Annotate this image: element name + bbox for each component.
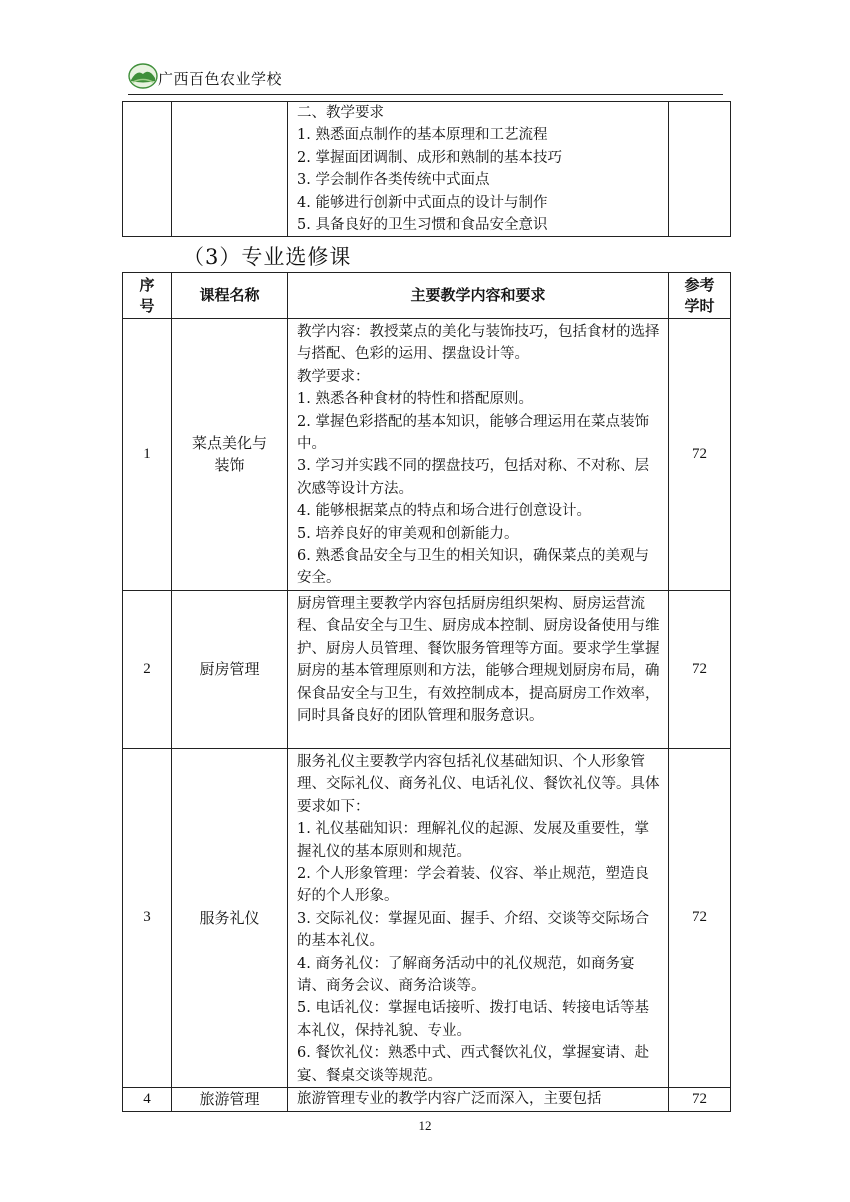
row-hours: 72: [669, 590, 731, 748]
text-line: 6. 餐饮礼仪：熟悉中式、西式餐饮礼仪，掌握宴请、赴宴、餐桌交谈等规范。: [297, 1045, 649, 1084]
row-seq: 4: [123, 1087, 172, 1111]
row-content: [288, 1087, 669, 1111]
row-course-name: 旅游管理: [172, 1087, 288, 1111]
elective-course-table: [122, 272, 731, 1112]
header-hours: 参考学时: [669, 273, 731, 319]
header-content: 主要教学内容和要求: [288, 273, 669, 319]
row-hours: 72: [669, 1087, 731, 1111]
text-line: 教学要求：: [297, 368, 370, 385]
text-line: 4. 商务礼仪：了解商务活动中的礼仪规范，如商务宴请、商务会议、商务洽谈等。: [297, 955, 635, 994]
table-header-row: [123, 273, 731, 319]
page-number: 12: [418, 1118, 432, 1133]
cell-empty-seq: [123, 102, 172, 237]
text-line: 4. 能够进行创新中式面点的设计与制作: [297, 194, 548, 211]
row-content: [288, 590, 669, 748]
text-line: 4. 能够根据菜点的特点和场合进行创意设计。: [297, 503, 591, 520]
text-line: 教学内容：教授菜点的美化与装饰技巧，包括食材的选择与搭配、色彩的运用、摆盘设计等。: [297, 324, 660, 363]
text-line: 1. 熟悉面点制作的基本原理和工艺流程: [297, 127, 548, 144]
school-name: 广西百色农业学校: [158, 70, 283, 88]
cell-empty-hours: [669, 102, 731, 237]
row-seq: 1: [123, 319, 172, 591]
text-line: 3. 学习并实践不同的摆盘技巧，包括对称、不对称、层次感等设计方法。: [297, 458, 649, 497]
text-line: 2. 掌握色彩搭配的基本知识，能够合理运用在菜点装饰中。: [297, 413, 649, 453]
row-content: [288, 319, 669, 591]
row-seq: 3: [123, 748, 172, 1087]
row-content: [288, 748, 669, 1087]
table-row: [123, 748, 731, 1087]
text-line: 6. 熟悉食品安全与卫生的相关知识，确保菜点的美观与安全。: [297, 548, 649, 587]
row-course-name: 厨房管理: [172, 590, 288, 748]
text-line: 1. 礼仪基础知识：理解礼仪的起源、发展及重要性，掌握礼仪的基本原则和规范。: [297, 821, 649, 860]
row-course-name: 菜点美化与装饰: [172, 319, 288, 591]
text-line: 旅游管理专业的教学内容广泛而深入，主要包括: [297, 1090, 602, 1107]
row-hours: 72: [669, 319, 731, 591]
text-line: 5. 电话礼仪：掌握电话接听、拨打电话、转接电话等基本礼仪，保持礼貌、专业。: [297, 1000, 649, 1039]
table-row: [123, 1087, 731, 1111]
row-seq: 2: [123, 590, 172, 748]
requirements-content: [288, 102, 669, 237]
text-line: 5. 培养良好的审美观和创新能力。: [297, 525, 519, 542]
text-line: 厨房管理主要教学内容包括厨房组织架构、厨房运营流程、食品安全与卫生、厨房成本控制、厨房设备使用与维护、厨房人员管理、餐饮服务管理等方面。要求学生掌握厨房的基本管理原则和方法，能够合理规划厨房布局，确保食品安全与卫生，有效控制成本，提高厨房工作效率，同时具备良好的团队管理和服务意识。: [297, 595, 660, 724]
text-line: 2. 掌握面团调制、成形和熟制的基本技巧: [297, 149, 562, 166]
row-hours: 72: [669, 748, 731, 1087]
school-logo-icon: [128, 62, 158, 90]
text-line: 3. 学会制作各类传统中式面点: [297, 172, 490, 189]
page-header: [128, 60, 723, 95]
text-line: 1. 熟悉各种食材的特性和搭配原则。: [297, 391, 533, 408]
header-course-name: 课程名称: [172, 273, 288, 319]
table-row: [123, 319, 731, 591]
text-line: 二、教学要求: [297, 105, 384, 121]
row-course-name: 服务礼仪: [172, 748, 288, 1087]
section-title: （3）专业选修课: [183, 245, 352, 269]
header-seq: 序号: [123, 273, 172, 319]
requirements-table-continued: [122, 101, 731, 237]
text-line: 2. 个人形象管理：学会着装、仪容、举止规范，塑造良好的个人形象。: [297, 865, 649, 905]
text-line: 3. 交际礼仪：掌握见面、握手、介绍、交谈等交际场合的基本礼仪。: [297, 910, 649, 950]
cell-empty-name: [172, 102, 288, 237]
text-line: 服务礼仪主要教学内容包括礼仪基础知识、个人形象管理、交际礼仪、商务礼仪、电话礼仪、餐饮礼仪等。具体要求如下：: [297, 753, 660, 815]
table-row: [123, 590, 731, 748]
text-line: 5. 具备良好的卫生习惯和食品安全意识: [297, 217, 548, 234]
